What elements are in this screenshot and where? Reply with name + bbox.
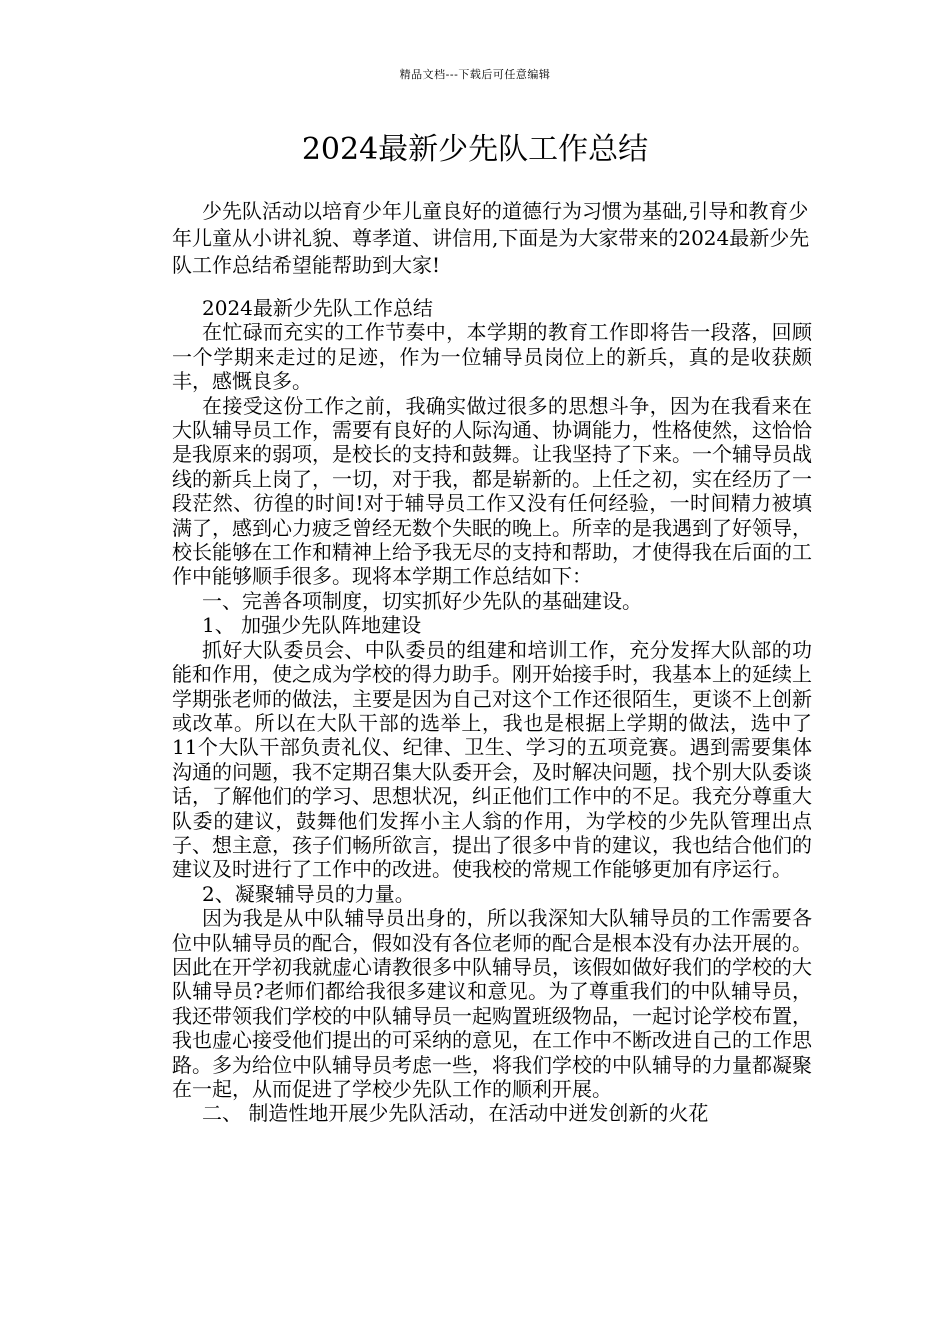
body-paragraph: 在接受这份工作之前，我确实做过很多的思想斗争，因为在我看来在大队辅导员工作，需要有良好的人际沟通、协调能力，性格使然，这恰恰是我原来的弱项，是校长的支持和鼓舞。让我坚持了下来。一个辅导员战线的新兵上岗了，一切，对于我，都是崭新的。上任之初，实在经历了一段茫然、彷徨的时间!对于辅导员工作又没有任何经验，一时间精力被填满了，感到心力疲乏曾经无数个失眠的晚上。所幸的是我遇到了好领导，校长能够在工作和精神上给予我无尽的支持和帮助，才使得我在后面的工作中能够顺手很多。现将本学期工作总结如下： [172,393,812,589]
section-heading: 一、完善各项制度，切实抓好少先队的基础建设。 [202,588,642,613]
document-body [172,296,812,1126]
body-paragraph: 抓好大队委员会、中队委员的组建和培训工作，充分发挥大队部的功能和作用，使之成为学校的得力助手。刚开始接手时，我基本上的延续上学期张老师的做法，主要是因为自己对这个工作还很陌生，更谈不上创新或改革。所以在大队干部的选举上，我也是根据上学期的做法，选中了11个大队干部负责礼仪、纪律、卫生、学习的五项竞赛。遇到需要集体沟通的问题，我不定期召集大队委开会，及时解决问题，找个别大队委谈话，了解他们的学习、思想状况，纠正他们工作中的不足。我充分尊重大队委的建议，鼓舞他们发挥小主人翁的作用，为学校的少先队管理出点子、想主意，孩子们畅所欲言，提出了很多中肯的建议，我也结合他们的建议及时进行了工作中的改进。使我校的常规工作能够更加有序运行。 [172,637,812,882]
header-note: 精品文档---下载后可任意编辑 [399,68,551,81]
document-title: 2024最新少先队工作总结 [301,132,649,167]
intro-paragraph: 少先队活动以培育少年儿童良好的道德行为习惯为基础,引导和教育少年儿童从小讲礼貌、尊孝道、讲信用,下面是为大家带来的2024最新少先队工作总结希望能帮助到大家! [172,199,810,277]
section-heading: 二、 制造性地开展少先队活动，在活动中迸发创新的火花 [202,1101,709,1126]
subsection-heading: 1、 加强少先队阵地建设 [202,613,422,638]
body-paragraph: 因为我是从中队辅导员出身的，所以我深知大队辅导员的工作需要各位中队辅导员的配合，假如没有各位老师的配合是根本没有办法开展的。因此在开学初我就虚心请教很多中队辅导员，该假如做好我们的学校的大队辅导员?老师们都给我很多建议和意见。为了尊重我们的中队辅导员，我还带领我们学校的中队辅导员一起购置班级物品，一起讨论学校布置，我也虚心接受他们提出的可采纳的意见，在工作中不断改进自己的工作思路。多为给位中队辅导员考虑一些，将我们学校的中队辅导的力量都凝聚在一起，从而促进了学校少先队工作的顺利开展。 [172,906,812,1101]
subtitle-paragraph: 2024最新少先队工作总结 [202,296,433,320]
subsection-heading: 2、凝聚辅导员的力量。 [202,881,415,906]
body-paragraph: 在忙碌而充实的工作节奏中，本学期的教育工作即将告一段落，回顾一个学期来走过的足迹，作为一位辅导员岗位上的新兵，真的是收获颇丰，感慨良多。 [172,320,812,394]
